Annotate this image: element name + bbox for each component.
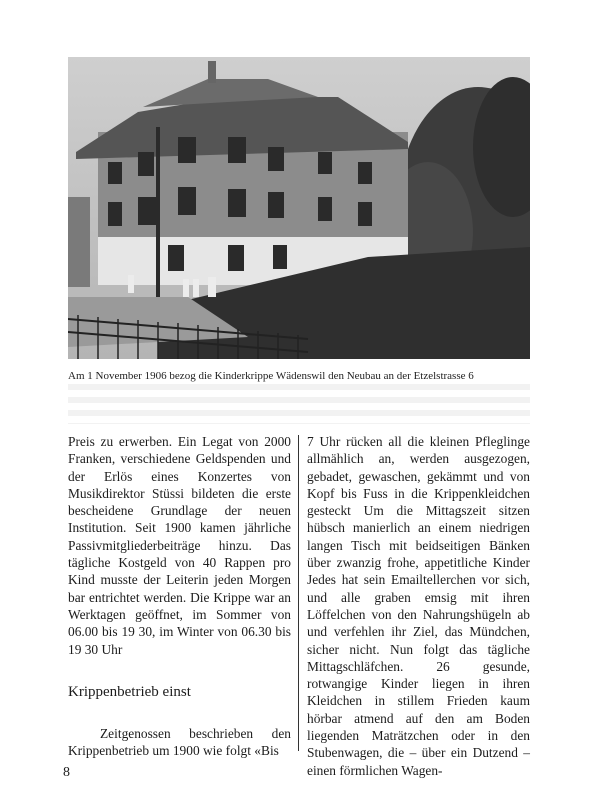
page-number: 8: [63, 765, 70, 780]
right-paragraph-1: 7 Uhr rücken all die kleinen Pfleglinge allmählich an, werden ausgezogen, gebadet, gewaschen, gekämmt und von Kopf bis Fuss in die Krippenkleidchen gesteckt Um die Mittagszeit sitzen hübsch manierlich an einem niedrigen langen Tisch mit beidseitigen Bänken über zwanzig frohe, appetitliche Kinder Jedes hat sein Emailtellerchen vor sich, und alle graben emsig mit ihren Löffelchen von den Nahrungshügeln ab und verfehlen ihr Ziel, das Mündchen, sicher nicht. Nun folgt das tägliche Mittagschläfchen. 26 gesunde, rotwangige Kinder liegen in ihren Kleidchen in stillem Frieden kaum hörbar atmend auf den am Boden liegenden Maträtzchen oder in den Stubenwagen, die – über ein Dutzend – einen förmlichen Wagen-: [307, 434, 530, 778]
section-heading: Krippenbetrieb einst: [68, 683, 191, 700]
bleed-through-shadow: [68, 384, 530, 424]
column-divider: [298, 435, 299, 751]
left-paragraph-1: Preis zu erwerben. Ein Legat von 2000 Franken, verschiedene Geldspenden und der Erlös eines Konzertes von Musikdirektor Stüssi bildeten die erste bescheidene Grundlage der neuen Institution. Seit 1900 kamen jährliche Passivmitgliederbeiträge hinzu. Das tägliche Kostgeld von 40 Rappen pro Kind musste der Leiterin jeden Morgen bar entrichtet werden. Die Krippe war an Werktagen geöffnet, im Sommer von 06.00 bis 19 30, im Winter von 06.30 bis 19 30 Uhr: [68, 434, 291, 657]
left-column: [68, 433, 291, 760]
right-column: [307, 433, 530, 779]
building-photo: [68, 57, 530, 359]
left-paragraph-2: Zeitgenossen beschrieben den Krippenbetrieb um 1900 wie folgt «Bis: [68, 726, 291, 759]
building-photo-illustration: [68, 57, 530, 359]
figure-caption: Am 1 November 1906 bezog die Kinderkrippe Wädenswil den Neubau an der Etzelstrasse 6: [68, 370, 474, 382]
